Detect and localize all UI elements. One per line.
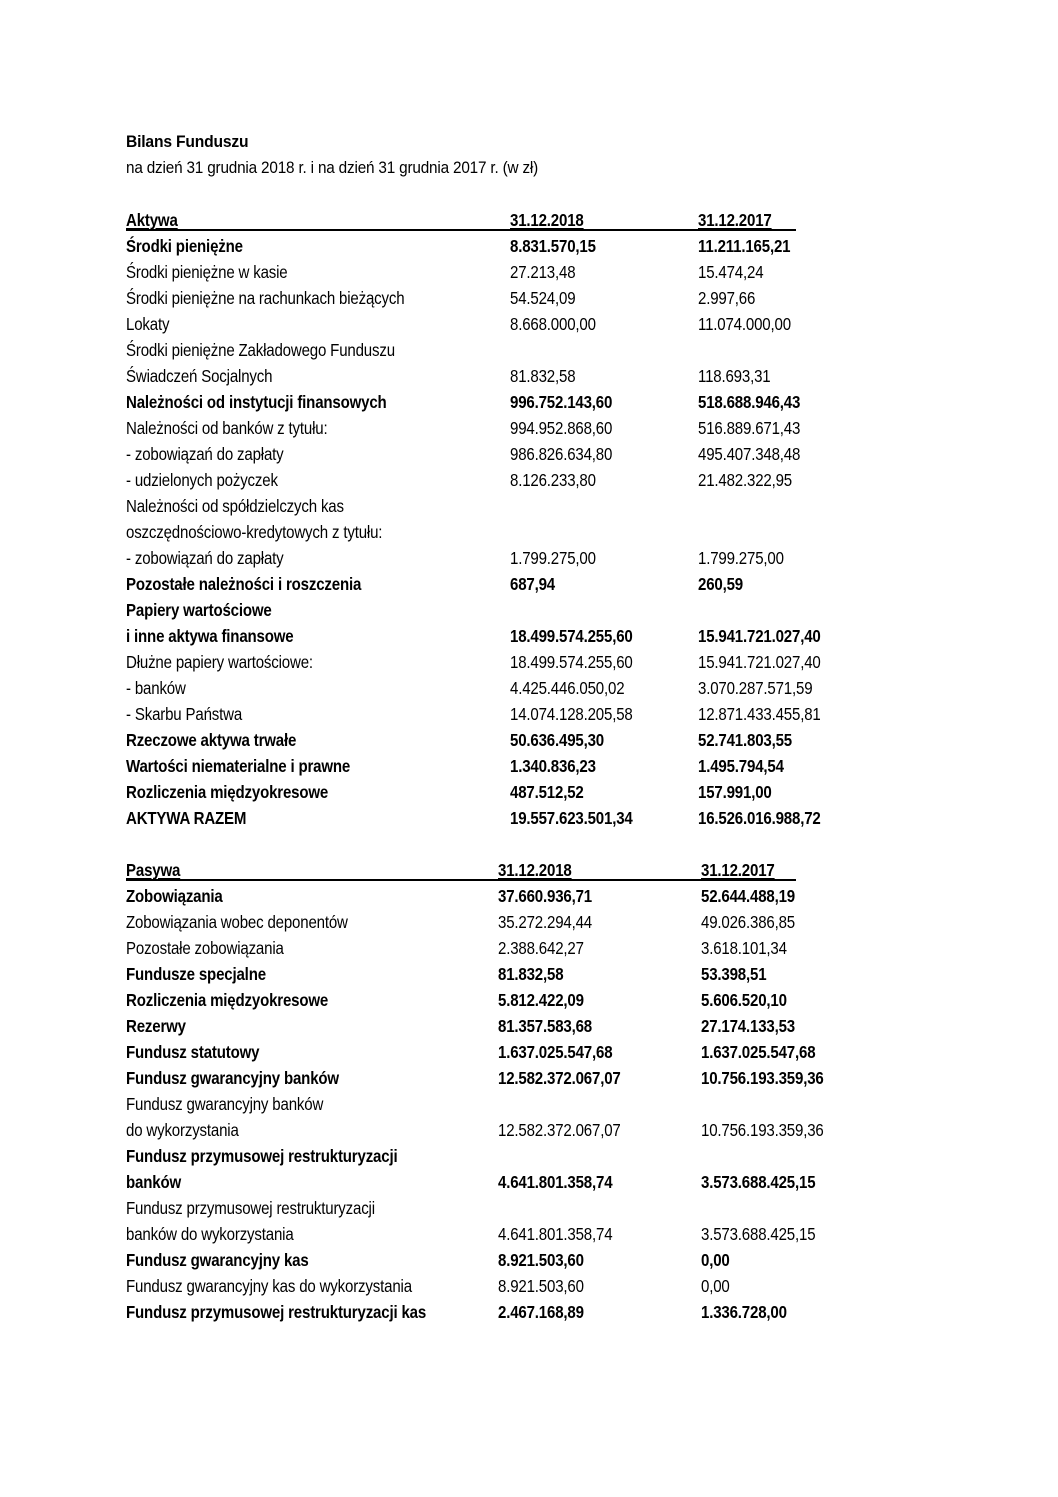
table-row [126, 519, 886, 545]
row-label: Rozliczenia międzyokresowe [126, 990, 329, 1010]
row-label: Zobowiązania wobec deponentów [126, 912, 348, 932]
row-label: Papiery wartościowe [126, 600, 272, 620]
table-row [126, 779, 886, 805]
value-2017: 260,59 [698, 574, 744, 594]
value-2018: 12.582.372.067,07 [498, 1120, 621, 1140]
row-label: Środki pieniężne Zakładowego Funduszu [126, 340, 395, 360]
value-2017: 495.407.348,48 [698, 444, 801, 464]
table-row [126, 961, 886, 987]
header-underline [126, 229, 796, 231]
row-label: AKTYWA RAZEM [126, 808, 247, 828]
table-row [126, 623, 886, 649]
table-row [126, 883, 886, 909]
table-row [126, 1195, 886, 1221]
row-label: Zobowiązania [126, 886, 223, 906]
row-label: Środki pieniężne na rachunkach bieżących [126, 288, 405, 308]
row-label: Rzeczowe aktywa trwałe [126, 730, 297, 750]
value-2018: 8.921.503,60 [498, 1250, 584, 1270]
value-2017: 0,00 [701, 1276, 730, 1296]
table-row [126, 337, 886, 363]
value-2018: 81.357.583,68 [498, 1016, 593, 1036]
value-2018: 50.636.495,30 [510, 730, 605, 750]
value-2018: 19.557.623.501,34 [510, 808, 633, 828]
table-row [126, 1273, 886, 1299]
row-label: Należności od spółdzielczych kas [126, 496, 344, 516]
row-label: do wykorzystania [126, 1120, 239, 1140]
table-row [126, 753, 886, 779]
table-row [126, 987, 886, 1013]
value-2018: 2.467.168,89 [498, 1302, 584, 1322]
row-label: Fundusz gwarancyjny banków [126, 1068, 339, 1088]
value-2017: 157.991,00 [698, 782, 772, 802]
value-2017: 3.573.688.425,15 [701, 1224, 816, 1244]
liabilities-header-2017: 31.12.2017 [701, 860, 775, 880]
value-2017: 16.526.016.988,72 [698, 808, 821, 828]
value-2017: 1.336.728,00 [701, 1302, 787, 1322]
value-2017: 518.688.946,43 [698, 392, 801, 412]
row-label: oszczędnościowo-kredytowych z tytułu: [126, 522, 383, 542]
value-2018: 8.921.503,60 [498, 1276, 584, 1296]
document-title: Bilans Funduszu [126, 132, 249, 151]
spacer [126, 181, 886, 207]
table-row [126, 571, 886, 597]
row-label: Dłużne papiery wartościowe: [126, 652, 313, 672]
row-label: Świadczeń Socjalnych [126, 366, 273, 386]
row-label: Fundusz przymusowej restrukturyzacji kas [126, 1302, 427, 1322]
value-2018: 1.637.025.547,68 [498, 1042, 613, 1062]
table-row [126, 935, 886, 961]
value-2017: 3.070.287.571,59 [698, 678, 813, 698]
row-label: Fundusz przymusowej restrukturyzacji [126, 1198, 375, 1218]
row-label: banków do wykorzystania [126, 1224, 294, 1244]
row-label: Pozostałe należności i roszczenia [126, 574, 362, 594]
value-2018: 4.425.446.050,02 [510, 678, 625, 698]
row-label: - zobowiązań do zapłaty [126, 444, 284, 464]
table-row [126, 1065, 886, 1091]
value-2018: 994.952.868,60 [510, 418, 613, 438]
row-label: Fundusz gwarancyjny kas do wykorzystania [126, 1276, 412, 1296]
table-row [126, 909, 886, 935]
value-2018: 1.340.836,23 [510, 756, 596, 776]
table-row [126, 389, 886, 415]
table-row [126, 1117, 886, 1143]
table-row [126, 1143, 886, 1169]
row-label: Rezerwy [126, 1016, 186, 1036]
value-2017: 15.941.721.027,40 [698, 626, 821, 646]
assets-header-2017: 31.12.2017 [698, 210, 772, 230]
value-2018: 54.524,09 [510, 288, 576, 308]
table-row [126, 1091, 886, 1117]
row-label: banków [126, 1172, 181, 1192]
liabilities-section [126, 857, 886, 1325]
value-2018: 35.272.294,44 [498, 912, 593, 932]
value-2018: 487.512,52 [510, 782, 584, 802]
table-row [126, 649, 886, 675]
liabilities-header-label: Pasywa [126, 860, 181, 880]
table-row [126, 1013, 886, 1039]
row-label: Pozostałe zobowiązania [126, 938, 284, 958]
value-2017: 49.026.386,85 [701, 912, 796, 932]
row-label: Fundusz gwarancyjny banków [126, 1094, 324, 1114]
value-2018: 81.832,58 [498, 964, 564, 984]
row-label: - banków [126, 678, 186, 698]
value-2017: 118.693,31 [698, 366, 771, 386]
value-2017: 52.644.488,19 [701, 886, 796, 906]
row-label: Środki pieniężne [126, 236, 243, 256]
value-2018: 986.826.634,80 [510, 444, 613, 464]
value-2018: 12.582.372.067,07 [498, 1068, 621, 1088]
assets-section [126, 207, 886, 831]
value-2017: 52.741.803,55 [698, 730, 793, 750]
row-label: i inne aktywa finansowe [126, 626, 294, 646]
value-2018: 18.499.574.255,60 [510, 626, 633, 646]
table-row [126, 675, 886, 701]
document-subtitle: na dzień 31 grudnia 2018 r. i na dzień 31 grudnia 2017 r. (w zł) [126, 158, 539, 177]
row-label: Należności od instytucji finansowych [126, 392, 387, 412]
row-label: Należności od banków z tytułu: [126, 418, 328, 438]
row-label: - zobowiązań do zapłaty [126, 548, 284, 568]
assets-header-label: Aktywa [126, 210, 178, 230]
value-2017: 27.174.133,53 [701, 1016, 796, 1036]
value-2017: 15.941.721.027,40 [698, 652, 821, 672]
value-2017: 15.474,24 [698, 262, 764, 282]
row-label: - Skarbu Państwa [126, 704, 243, 724]
value-2017: 1.495.794,54 [698, 756, 784, 776]
value-2018: 4.641.801.358,74 [498, 1172, 613, 1192]
table-row [126, 1169, 886, 1195]
row-label: Fundusz gwarancyjny kas [126, 1250, 309, 1270]
value-2017: 2.997,66 [698, 288, 756, 308]
value-2018: 2.388.642,27 [498, 938, 584, 958]
header-underline [126, 879, 796, 881]
table-row [126, 1039, 886, 1065]
table-row [126, 1299, 886, 1325]
value-2017: 10.756.193.359,36 [701, 1120, 824, 1140]
value-2017: 5.606.520,10 [701, 990, 787, 1010]
table-row [126, 363, 886, 389]
table-row [126, 1247, 886, 1273]
row-label: Rozliczenia międzyokresowe [126, 782, 329, 802]
value-2017: 1.799.275,00 [698, 548, 784, 568]
table-row [126, 727, 886, 753]
balance-sheet-document [126, 129, 886, 1325]
row-label: - udzielonych pożyczek [126, 470, 278, 490]
assets-header-row [126, 207, 886, 233]
table-row [126, 597, 886, 623]
value-2018: 687,94 [510, 574, 556, 594]
row-label: Fundusz przymusowej restrukturyzacji [126, 1146, 398, 1166]
value-2018: 81.832,58 [510, 366, 576, 386]
value-2018: 14.074.128.205,58 [510, 704, 633, 724]
value-2018: 37.660.936,71 [498, 886, 593, 906]
table-row [126, 233, 886, 259]
value-2017: 11.074.000,00 [698, 314, 791, 334]
value-2017: 10.756.193.359,36 [701, 1068, 824, 1088]
table-row [126, 701, 886, 727]
value-2018: 27.213,48 [510, 262, 576, 282]
row-label: Środki pieniężne w kasie [126, 262, 288, 282]
row-label: Fundusz statutowy [126, 1042, 260, 1062]
table-row [126, 285, 886, 311]
liabilities-header-2018: 31.12.2018 [498, 860, 572, 880]
value-2017: 53.398,51 [701, 964, 767, 984]
value-2018: 996.752.143,60 [510, 392, 613, 412]
value-2018: 8.668.000,00 [510, 314, 596, 334]
value-2017: 3.618.101,34 [701, 938, 787, 958]
table-row [126, 1221, 886, 1247]
value-2018: 4.641.801.358,74 [498, 1224, 613, 1244]
liabilities-rows [126, 883, 886, 1325]
value-2017: 12.871.433.455,81 [698, 704, 821, 724]
value-2018: 18.499.574.255,60 [510, 652, 633, 672]
liabilities-header-row [126, 857, 886, 883]
table-row [126, 259, 886, 285]
table-row [126, 545, 886, 571]
assets-rows [126, 233, 886, 831]
value-2018: 8.831.570,15 [510, 236, 596, 256]
value-2018: 1.799.275,00 [510, 548, 596, 568]
table-row [126, 467, 886, 493]
value-2018: 8.126.233,80 [510, 470, 596, 490]
value-2017: 3.573.688.425,15 [701, 1172, 816, 1192]
table-row [126, 415, 886, 441]
table-row [126, 805, 886, 831]
assets-header-2018: 31.12.2018 [510, 210, 584, 230]
table-row [126, 441, 886, 467]
table-row [126, 493, 886, 519]
value-2017: 21.482.322,95 [698, 470, 793, 490]
value-2017: 516.889.671,43 [698, 418, 801, 438]
value-2017: 1.637.025.547,68 [701, 1042, 816, 1062]
value-2017: 0,00 [701, 1250, 730, 1270]
row-label: Lokaty [126, 314, 170, 334]
value-2018: 5.812.422,09 [498, 990, 584, 1010]
value-2017: 11.211.165,21 [698, 236, 791, 256]
row-label: Wartości niematerialne i prawne [126, 756, 351, 776]
spacer [126, 831, 886, 857]
row-label: Fundusze specjalne [126, 964, 266, 984]
table-row [126, 311, 886, 337]
